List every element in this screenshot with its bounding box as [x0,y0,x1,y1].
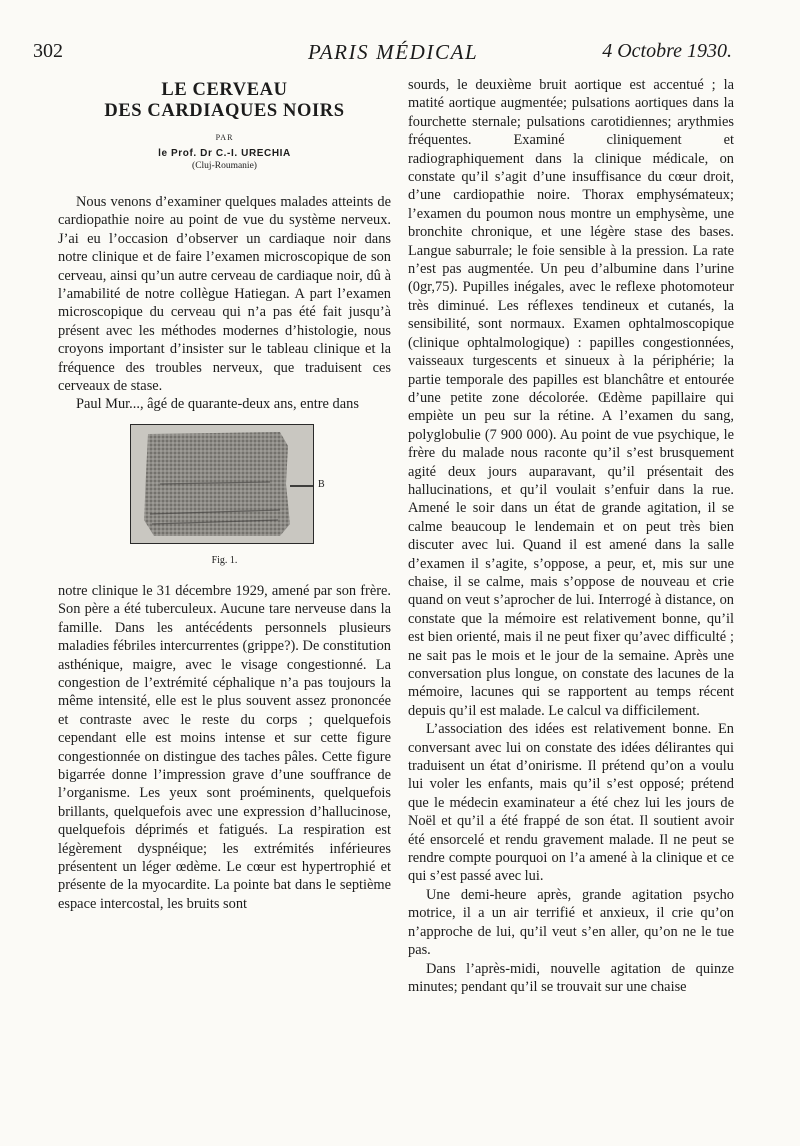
right-column [408,76,734,996]
figure-caption: Fig. 1. [211,554,238,566]
issue-date: 4 Octobre 1930. [602,40,732,62]
author-name: le Prof. Dr C.-I. URECHIA [158,148,291,159]
author-affiliation: (Cluj-Roumanie) [192,161,257,171]
title-line-2: DES CARDIAQUES NOIRS [104,101,345,121]
left-column [58,80,391,913]
title-line-1: LE CERVEAU [161,80,288,100]
article-title [58,80,391,122]
running-header [0,40,800,70]
case-paragraph-start: Paul Mur..., âgé de quarante-deux ans, entre dans [76,396,359,413]
agitation-paragraph: Une demi-heure après, grande agitation psycho motrice, il a un air terrifié et anxieux, il crie qu’on n’approche de lui, qu’il veut s’en aller, qu’on ne le tue pas. [408,886,734,959]
afternoon-paragraph: Dans l’après-midi, nouvelle agitation de quinze minutes; pendant qu’il se trouvait sur une chaise [408,960,734,995]
figure-label-b: B [318,478,325,490]
brain-micrograph-image [130,424,314,544]
clinical-exam-paragraph: sourds, le deuxième bruit aortique est accentué ; la matité aortique augmentée; pulsations aortiques dans la fourchette sternale; pulsations carotidiennes; arythmies fréquentes. Examiné cliniquement et radiographiquement dans la clinique médicale, on constate qu’il s’agit d’une insuffisance du cœur droit, d’une cardiopathie noire. Thorax emphysémateux; l’examen du poumon nous montre un emphysème, une bronchite chronique, et une légère stase des bases. Langue saburrale; le foie sensible à la pression. La rate n’est pas augmentée. Un peu d’albumine dans l’urine (0gr,75). Pupilles inégales, avec le reflexe photomoteur très diminué. Les réflexes tendineux et cutanés, la sensibilité, sont normaux. Examen ophtalmoscopique (clinique ophtalmologique) : papilles congestionnées, vaisseaux turgescents et sinueux à la périphérie; la partie temporale des papilles est blanchâtre et entourée d’une petite zone décolorée. Œdème papillaire qui empiète un peu sur la rétine. A l’examen du sang, polyglobulie (7 900 000). Au point de vue psychique, le frère du malade nous raconte qu’il s’est brusquement agité deux jours auparavant, qu’il présentait des hallucinations, et qu’il voulait s’enfuir dans la rue. Amené le soir dans un état de grande agitation, il se calme beaucoup le lendemain et on peut très bien discuter avec lui. Quand il est amené dans la salle d’examen il s’agite, s’oppose, a peur, et, mis sur une chaise, il se calme, mais s’oppose de nouveau et crie quand on veut s’aprocher de lui. Interrogé à distance, on constate que la mémoire est relativement bonne, qu’il est bien orienté, mais il ne peut fixer qu’avec difficulté ; ne sait pas le mois et le jour de la semaine. Après une conversation plus longue, on constate des lacunes de la mémoire, lacunes qui se rapportent au temps récent depuis qu’il est malade. Le calcul va difficilement. [408,77,734,719]
figure-1 [58,420,391,552]
ideas-paragraph: L’association des idées est relativement bonne. En conversant avec lui on constate des idées délirantes qui traduisent un état d’onirisme. Il prétend qu’on a voulu lui voler les enfants, mais qu’il s’est opposé; prétend que le médecin examinateur a été chez lui les jours de Noël et qu’il a été frappé de son état. Il soutient avoir été ensorcelé et rendu gravement malade. Il ne peut se rendre compte pourquoi on l’a amené à la clinique et ce qui s’est passé avec lui. [408,721,734,885]
journal-title: PARIS MÉDICAL [308,40,479,64]
byline-par: PAR [215,133,234,142]
case-paragraph-continued: notre clinique le 31 décembre 1929, amené par son frère. Son père a été tuberculeux. Aucune tare nerveuse dans la famille. Dans les antécédents personnels plusieurs maladies fébriles intercurrentes (grippe?). De constitution asthénique, maigre, avec le visage congestionné. La congestion de l’extrémité céphalique n’a pas toujours la même intensité, elle est le plus souvent assez prononcée et contraste avec le reste du corps ; quelquefois cependant elle est moins intense et sur cette figure congestionnée on distingue des taches pâles. Cette figure bigarrée donne l’impression grave d’une souffrance de l’organisme. Les yeux sont proéminents, quelquefois brillants, quelquefois avec une expression d’hallucinose, quelquefois déprimés et fatigués. La respiration est légèrement dyspnéique; les extrémités inférieures présentent un léger œdème. Le cœur est hypertrophié et présente de la myocardite. La pointe bat dans le septième espace intercostal, les bruits sont [58,582,391,912]
intro-paragraph: Nous venons d’examiner quelques malades atteints de cardiopathie noire au point de vue du système nerveux. J’ai eu l’occasion d’observer un cardiaque noir dans notre clinique et de faire l’examen microscopique de son cerveau, ainsi qu’un autre cerveau de cardiaque noir, dû à l’amabilité de notre collègue Hatiegan. A part l’examen microscopique du cerveau qui n’a pas été fait jusqu’à présent avec les méthodes modernes d’histologie, nous croyons important d’insister sur le tableau clinique et la fréquence des troubles nerveux, que traduisent ces cerveaux de stase. [58,194,391,395]
page-number: 302 [33,40,63,62]
